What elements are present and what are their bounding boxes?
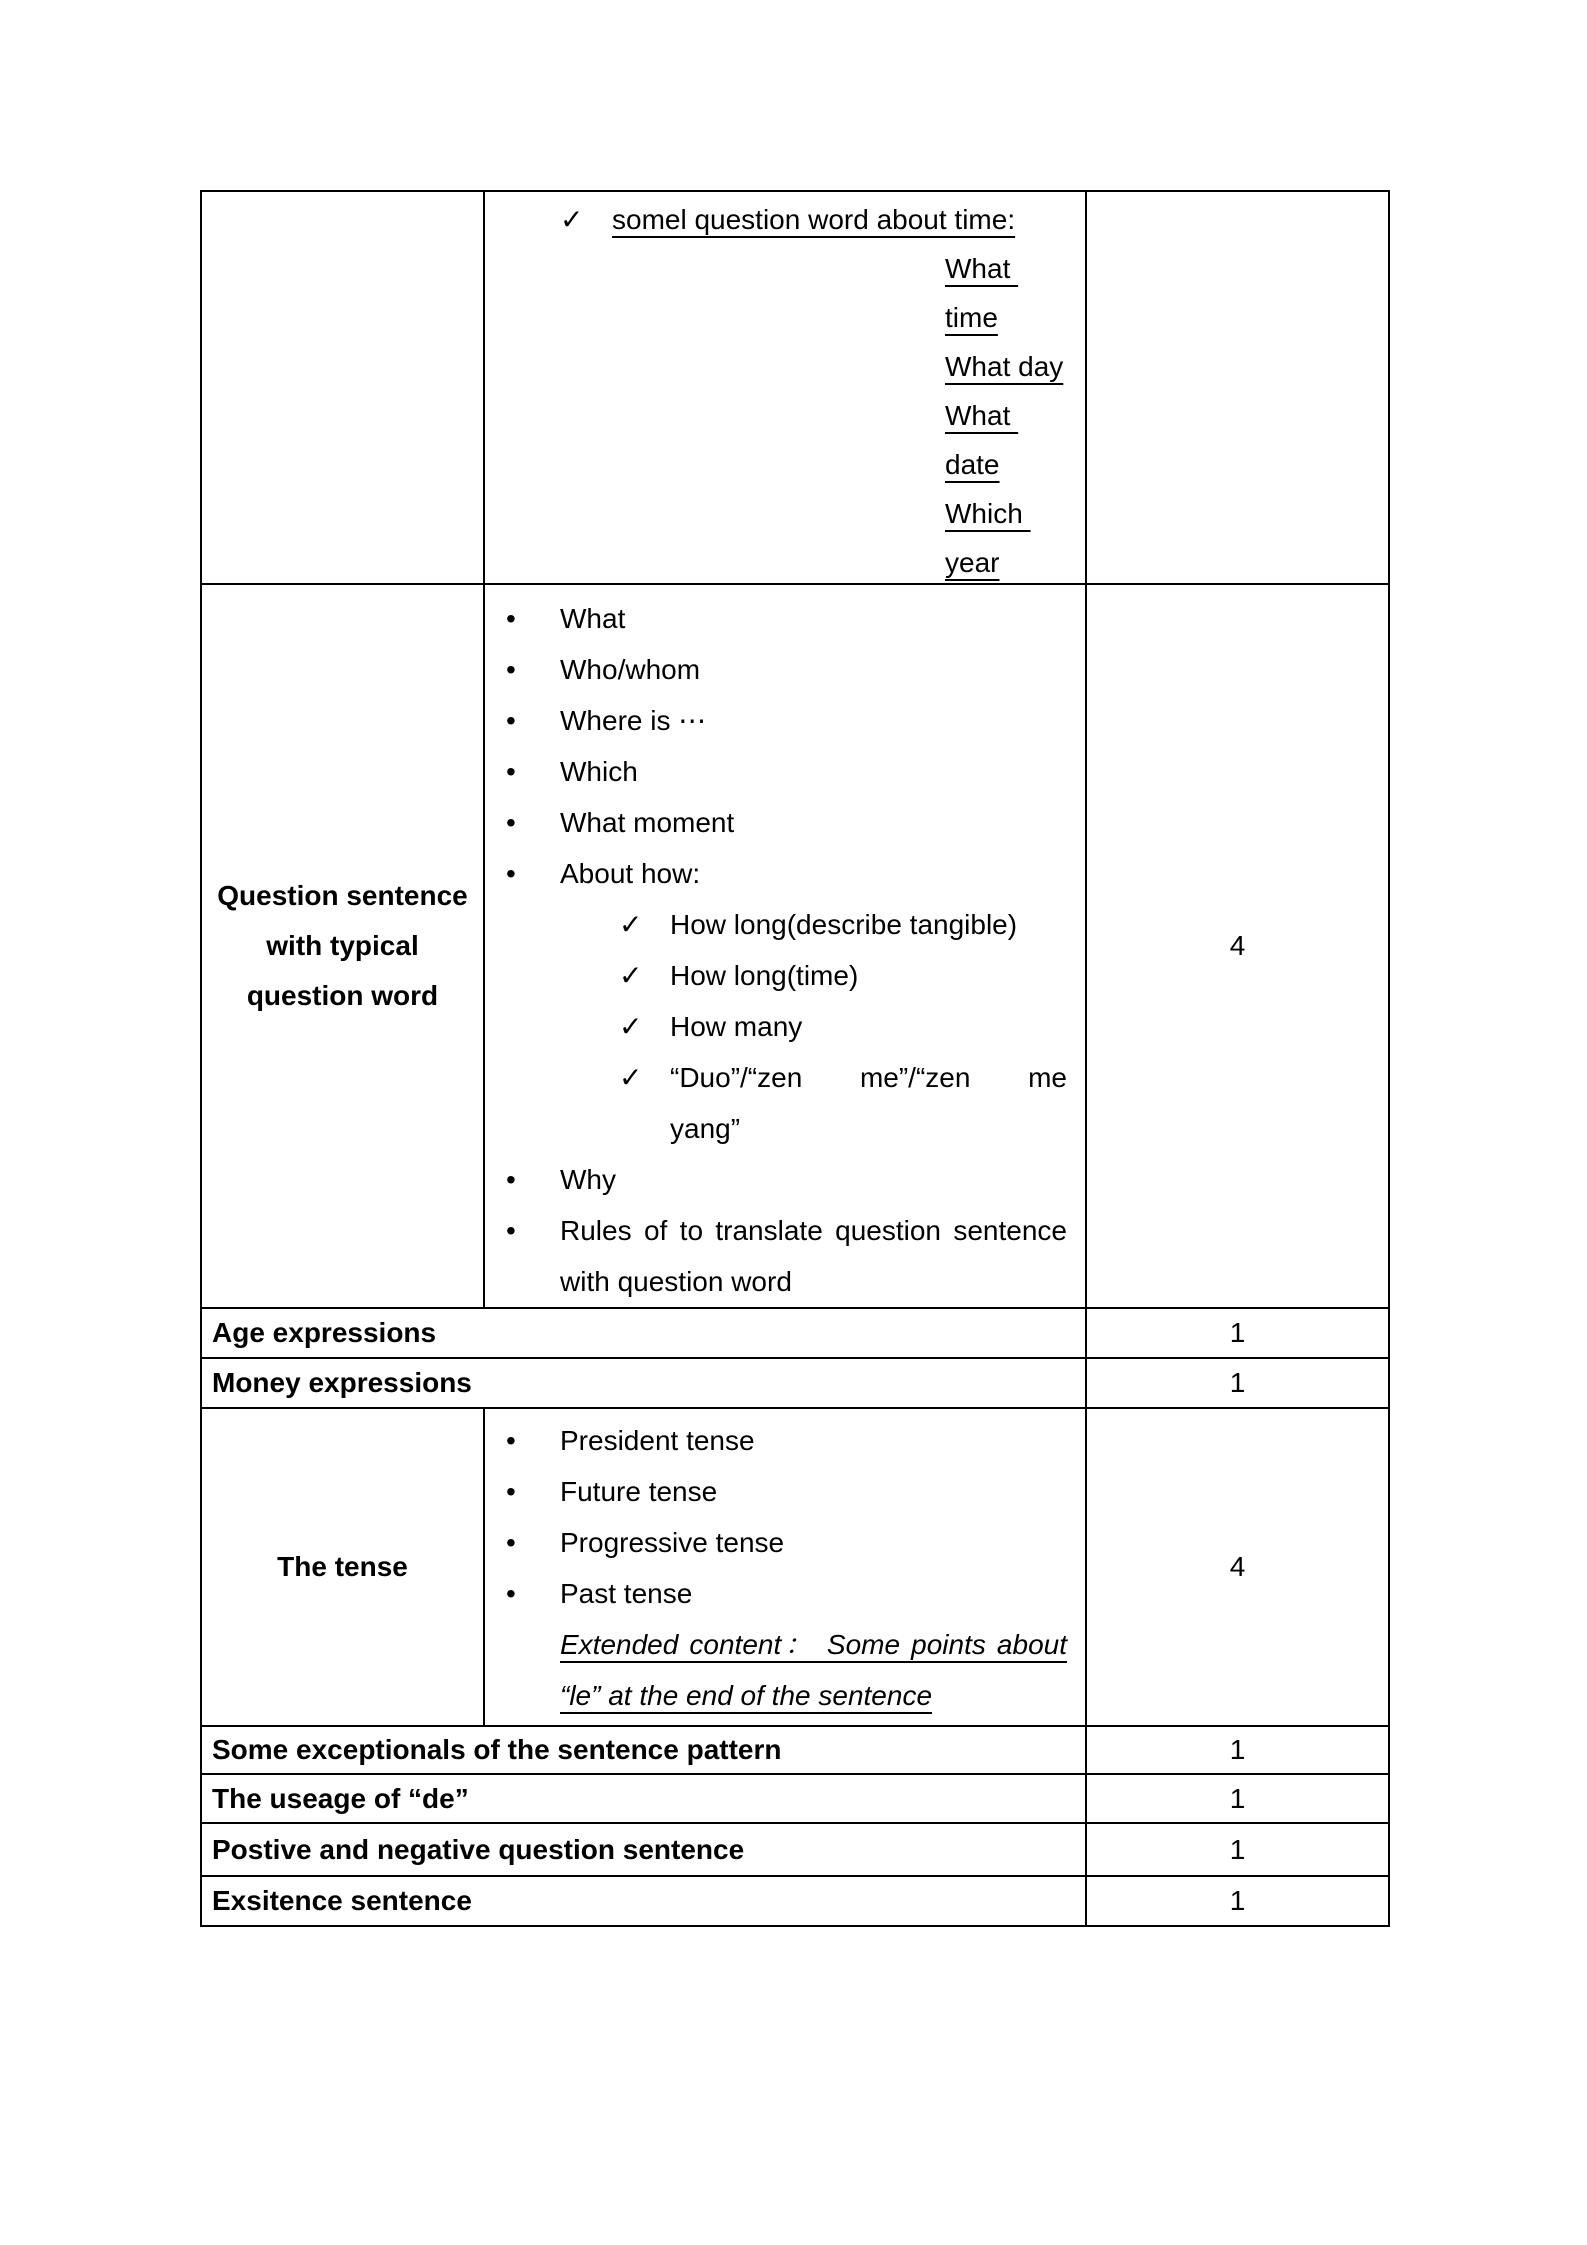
table-row-time-question-words	[202, 192, 1388, 583]
list-item	[485, 593, 1067, 644]
hours-cell	[1087, 1409, 1388, 1725]
topic-cell	[202, 1409, 485, 1725]
bullet-icon: •	[506, 1578, 516, 1609]
bullet-icon: •	[506, 603, 516, 634]
bullet-icon: •	[506, 1425, 516, 1456]
list-item-text: What	[560, 603, 626, 634]
hours-cell	[1087, 1775, 1388, 1822]
list-item-text: Past tense	[560, 1578, 693, 1609]
list-item-text-continuation: with question word	[560, 1266, 792, 1297]
list-item	[485, 695, 1067, 746]
topic-label: Some exceptionals of the sentence pattern	[212, 1734, 782, 1765]
table-row-the-tense	[202, 1407, 1388, 1725]
list-item	[485, 1154, 1067, 1205]
hours-value: 1	[1229, 1885, 1246, 1916]
time-word-text: What	[945, 400, 1019, 431]
hours-cell	[1087, 1727, 1388, 1773]
topic-label: Postive and negative question sentence	[212, 1833, 745, 1865]
list-item-text: Why	[560, 1164, 616, 1195]
list-item	[485, 1466, 1067, 1517]
hours-value: 4	[1229, 930, 1246, 961]
hours-value: 1	[1229, 1734, 1246, 1765]
syllabus-table	[200, 190, 1390, 1927]
topic-cell-merged	[202, 1727, 1087, 1773]
list-item-text: Who/whom	[560, 654, 701, 685]
bullet-icon: •	[506, 1164, 516, 1195]
check-icon: ✓	[619, 1062, 643, 1093]
topic-label-line: Question sentence	[217, 880, 468, 911]
content-cell	[485, 192, 1087, 583]
list-item	[485, 1052, 1067, 1103]
content-cell	[485, 1409, 1087, 1725]
bullet-icon: •	[506, 1476, 516, 1507]
check-icon: ✓	[619, 960, 643, 991]
hours-cell	[1087, 1309, 1388, 1357]
extended-content-line	[485, 1619, 1067, 1670]
topic-cell-merged	[202, 1824, 1087, 1875]
list-item	[485, 797, 1067, 848]
check-icon: ✓	[619, 1011, 643, 1042]
topic-label-line: question word	[246, 980, 439, 1011]
hours-value: 1	[1229, 1367, 1246, 1398]
hours-value: 4	[1229, 1551, 1246, 1582]
time-word-line	[485, 342, 1067, 391]
list-item-text: How long(time)	[670, 960, 859, 991]
topic-cell-merged	[202, 1359, 1087, 1407]
time-word-text: year	[945, 547, 1000, 578]
bullet-icon: •	[506, 1215, 516, 1246]
list-item-text-continuation: yang”	[670, 1113, 741, 1144]
hours-cell	[1087, 585, 1388, 1307]
table-row-money-expressions	[202, 1357, 1388, 1407]
extended-content-text: “le” at the end of the sentence	[560, 1680, 933, 1711]
list-item	[485, 746, 1067, 797]
time-word-text: time	[945, 302, 998, 333]
hours-value: 1	[1229, 1317, 1246, 1348]
list-item-text: What moment	[560, 807, 735, 838]
list-item	[485, 1001, 1067, 1052]
topic-cell-merged	[202, 1309, 1087, 1357]
list-item	[485, 1517, 1067, 1568]
table-row-useage-of-de	[202, 1773, 1388, 1822]
hours-value: 1	[1229, 1833, 1246, 1865]
hours-cell	[1087, 1877, 1388, 1925]
hours-value: 1	[1229, 1782, 1246, 1814]
check-icon: ✓	[619, 909, 643, 940]
table-row-positive-negative-question	[202, 1822, 1388, 1875]
list-item-text: About how:	[560, 858, 701, 889]
bullet-icon: •	[506, 858, 516, 889]
time-word-text: Which	[945, 498, 1031, 529]
list-item-text: Rules of to translate question sentence	[560, 1215, 1067, 1246]
list-item	[485, 899, 1067, 950]
list-item-text: Future tense	[560, 1476, 718, 1507]
list-item	[485, 848, 1067, 899]
table-row-question-sentence	[202, 583, 1388, 1307]
bullet-icon: •	[506, 1527, 516, 1558]
time-word-line	[485, 489, 1067, 538]
time-word-text: What	[945, 253, 1019, 284]
list-item-text: Progressive tense	[560, 1527, 785, 1558]
list-item	[485, 1415, 1067, 1466]
content-cell	[485, 585, 1087, 1307]
list-item-text: How long(describe tangible)	[670, 909, 1018, 940]
list-item	[485, 195, 1067, 244]
list-item-text: President tense	[560, 1425, 755, 1456]
time-word-line	[485, 440, 1067, 489]
topic-cell-merged	[202, 1775, 1087, 1822]
hours-cell	[1087, 1359, 1388, 1407]
time-word-line	[485, 244, 1067, 293]
extended-content-line	[485, 1670, 1067, 1721]
check-icon: ✓	[560, 204, 584, 235]
time-word-line	[485, 538, 1067, 587]
table-row-age-expressions	[202, 1307, 1388, 1357]
bullet-icon: •	[506, 807, 516, 838]
time-word-line	[485, 293, 1067, 342]
table-row-some-exceptionals	[202, 1725, 1388, 1773]
topic-cell	[202, 585, 485, 1307]
topic-cell-empty	[202, 192, 485, 583]
topic-label: Money expressions	[212, 1367, 472, 1398]
table-row-existence-sentence	[202, 1875, 1388, 1925]
list-item-text: How many	[670, 1011, 803, 1042]
list-item	[485, 1568, 1067, 1619]
topic-label: Exsitence sentence	[212, 1885, 472, 1916]
list-item	[485, 644, 1067, 695]
topic-label-line: with typical	[266, 930, 419, 961]
list-item-text: Where is ⋯	[560, 705, 707, 736]
time-word-text: What day	[945, 351, 1064, 382]
topic-cell-merged	[202, 1877, 1087, 1925]
list-item-text: “Duo”/“zen me”/“zen me	[670, 1062, 1067, 1093]
time-word-text: date	[945, 449, 1000, 480]
bullet-icon: •	[506, 654, 516, 685]
list-item-text: Which	[560, 756, 638, 787]
list-item	[485, 950, 1067, 1001]
list-item-text: somel question word about time:	[612, 204, 1016, 235]
hours-cell	[1087, 1824, 1388, 1875]
extended-content-text: Extended content： Some points about	[560, 1629, 1067, 1660]
topic-label: The useage of “de”	[212, 1782, 469, 1814]
topic-label: The tense	[277, 1551, 408, 1582]
list-item	[485, 1205, 1067, 1256]
bullet-icon: •	[506, 705, 516, 736]
hours-cell-empty	[1087, 192, 1388, 583]
bullet-icon: •	[506, 756, 516, 787]
topic-label: Age expressions	[212, 1317, 437, 1348]
time-word-line	[485, 391, 1067, 440]
